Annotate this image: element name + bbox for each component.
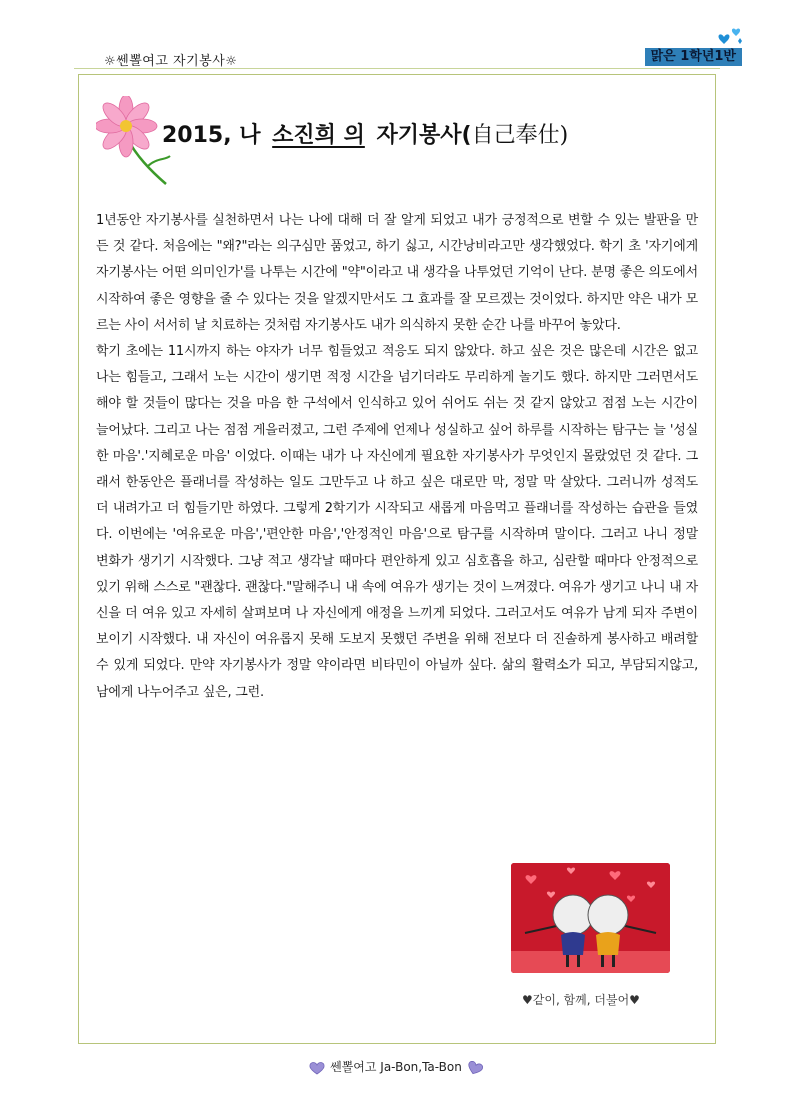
photo-caption: ♥같이, 함께, 더불어♥ bbox=[522, 993, 640, 1007]
footer-label: 쎈뽈여고 Ja-Bon,Ta-Bon bbox=[330, 1060, 462, 1074]
essay-paragraph-1: 1년동안 자기봉사를 실천하면서 나는 나에 대해 더 잘 알게 되었고 내가 긍정적으로 변할 수 있는 발판을 만든 것 같다. 처음에는 "왜?"라는 의구심만 품었고, 하기 싫고, 시간낭비라고만 생각했었다. 학기 초 '자기에게 자기봉사는 어떤 의미인가'를 나투는 시간에 "약"이라고 내 생각을 나투었던 기억이 난다. 분명 좋은 의도에서 시작하여 좋은 영향을 줄 수 있다는 것을 알겠지만서도 그 효과를 잘 모르겠는 것이었다. 하지만 약은 내가 모르는 사이 서서히 날 치료하는 것처럼 자기봉사도 내가 의식하지 못한 순간 나를 바꾸어 놓았다. bbox=[96, 213, 698, 333]
footer bbox=[0, 1058, 792, 1075]
title-hanja: 自己奉仕) bbox=[471, 123, 569, 148]
essay-paragraph-2: 학기 초에는 11시까지 하는 야자가 너무 힘들었고 적응도 되지 않았다. 하고 싶은 것은 많은데 시간은 없고 나는 힘들고, 그래서 노는 시간이 생기면 적정 시간을 넘기더라도 무리하게 놀기도 했다. 하지만 그러면서도 해야 할 것들이 많다는 것을 마음 한 구석에서 인식하고 있어 쉬어도 쉬는 것 같지 않았고 점점 노는 시간이 늘어났다. 그리고 나는 점점 게을러졌고, 그런 주제에 언제나 성실하고 싶어 하루를 시작하는 탐구는 늘 '성실한 마음'.'지혜로운 마음' 이었다. 이때는 내가 나 자신에게 필요한 자기봉사가 무엇인지 몰랐었던 것 같다. 그래서 한동안은 플래너를 작성하는 일도 그만두고 나 하고 싶은 대로만 막, 정말 막 살았다. 그러니까 성적도 더 내려가고 더 힘들기만 하였다. 그렇게 2학기가 시작되고 새롭게 마음먹고 플래너를 작성하는 습관을 들였다. 이번에는 '여유로운 마음','편안한 마음','안정적인 마음'으로 탐구를 시작하며 말이다. 그러고 나니 정말 변화가 생기기 시작했다. 그냥 적고 생각날 때마다 편안하게 있고 심호흡을 하고, 심란할 때마다 안정적으로 있기 위해 스스로 "괜찮다. 괜찮다."말해주니 내 속에 여유가 생기는 것이 느껴졌다. 여유가 생기고 나니 내 자신을 더 여유 있고 자세히 살펴보며 나 자신에게 애정을 느끼게 되었다. 그러고서도 여유가 남게 되자 주변이 보이기 시작했다. 내 자신이 여유롭지 못해 도보지 못했던 주변을 위해 전보다 더 진솔하게 봉사하고 배려할 수 있게 되었다. 만약 자기봉사가 정말 약이라면 비타민이 아닐까 싶다. 삶의 활력소가 되고, 부담되지않고, 남에게 나누어주고 싶은, 그런. bbox=[96, 344, 698, 700]
essay-body bbox=[96, 208, 698, 706]
header-divider bbox=[74, 68, 720, 69]
sparkle-heart-icon bbox=[716, 28, 744, 50]
couple-illustration bbox=[511, 863, 670, 973]
header-label: ☼쎈뽈여고 자기봉사☼ bbox=[104, 54, 238, 69]
page-title bbox=[162, 118, 568, 149]
title-name: 소진희 의 bbox=[272, 123, 365, 148]
heart-icon bbox=[308, 1061, 326, 1075]
title-prefix: 2015, 나 bbox=[162, 123, 261, 148]
title-main: 자기봉사( bbox=[376, 123, 472, 148]
class-badge: 맑은 1학년1반 bbox=[645, 48, 742, 66]
heart-icon-2 bbox=[466, 1061, 484, 1075]
